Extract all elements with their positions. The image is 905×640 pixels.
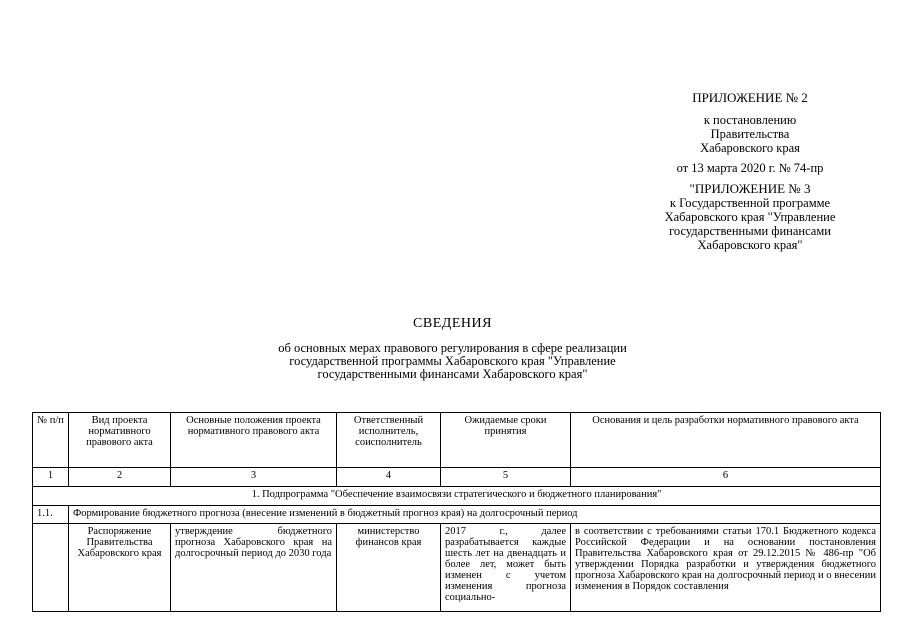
table-row bbox=[33, 524, 881, 612]
header-cell: Основные положения проекта нормативного правового акта bbox=[171, 413, 337, 468]
subsection-number: 1.1. bbox=[33, 506, 69, 524]
header-cell: Ожидаемые сроки принятия bbox=[441, 413, 571, 468]
row-basis bbox=[571, 524, 881, 612]
heading-subtitle-line: государственной программы Хабаровского края "Управление bbox=[289, 354, 616, 368]
row-executor bbox=[337, 524, 441, 612]
table-header-row bbox=[33, 413, 881, 468]
appendix-2-date: от 13 марта 2020 г. № 74-пр bbox=[676, 161, 824, 175]
document-heading bbox=[150, 316, 755, 381]
column-number: 5 bbox=[441, 468, 571, 487]
column-number-row bbox=[33, 468, 881, 487]
appendix-3-line: Хабаровского края" bbox=[697, 238, 803, 252]
heading-subtitle-line: об основных мерах правового регулирования в сфере реализации bbox=[278, 341, 627, 355]
header-cell: № п/п bbox=[33, 413, 69, 468]
row-executor-text: министерство финансов края bbox=[355, 526, 422, 548]
subsection-row bbox=[33, 506, 881, 524]
column-number: 6 bbox=[571, 468, 881, 487]
column-number: 4 bbox=[337, 468, 441, 487]
appendix-2-line: к постановлению bbox=[703, 113, 797, 127]
row-act-type bbox=[69, 524, 171, 612]
row-provisions bbox=[171, 524, 337, 612]
heading-title: СВЕДЕНИЯ bbox=[413, 316, 492, 331]
appendix-3-block bbox=[620, 182, 880, 252]
measures-table bbox=[32, 412, 881, 612]
column-number: 1 bbox=[33, 468, 69, 487]
appendix-2-line: Хабаровского края bbox=[700, 141, 800, 155]
column-number: 2 bbox=[69, 468, 171, 487]
section-row bbox=[33, 487, 881, 506]
header-cell: Вид проекта нормативного правового акта bbox=[69, 413, 171, 468]
header-cell: Ответственный исполнитель, соисполнитель bbox=[337, 413, 441, 468]
column-number: 3 bbox=[171, 468, 337, 487]
row-terms-text: 2017 г., далее разрабатывается каждые шесть лет на двенадцать и более лет, может быть изменен с учетом изменения прогноза социально- bbox=[445, 526, 566, 603]
row-terms bbox=[441, 524, 571, 612]
heading-subtitle-line: государственными финансами Хабаровского края" bbox=[317, 367, 588, 381]
appendix-3-title: "ПРИЛОЖЕНИЕ № 3 bbox=[689, 181, 811, 196]
row-number bbox=[33, 524, 69, 612]
appendix-3-line: государственными финансами bbox=[669, 224, 831, 238]
row-act-type-text: Распоряжение Правительства Хабаровского края bbox=[77, 526, 162, 559]
appendix-3-line: к Государственной программе bbox=[669, 196, 831, 210]
appendix-2-title: ПРИЛОЖЕНИЕ № 2 bbox=[692, 90, 808, 105]
section-title: 1. Подпрограмма "Обеспечение взаимосвязи стратегического и бюджетного планирования" bbox=[33, 487, 881, 506]
row-provisions-text: утверждение бюджетного прогноза Хабаровского края на долгосрочный период до 2030 года bbox=[175, 526, 332, 559]
appendix-2-line: Правительства bbox=[710, 127, 790, 141]
appendix-2-block bbox=[620, 91, 880, 175]
subsection-title: Формирование бюджетного прогноза (внесение изменений в бюджетный прогноз края) на долгосрочный период bbox=[69, 506, 881, 524]
row-basis-text: в соответствии с требованиями статьи 170.1 Бюджетного кодекса Российской Федерации и на основании постановления Правительства Хабаровского края от 29.12.2015 № 486-пр "Об утверждении Порядка разработки и утверждения бюджетного прогноза Хабаровского края на долгосрочный период и о внесении изменения в Порядок составления bbox=[575, 526, 876, 592]
header-cell: Основания и цель разработки нормативного правового акта bbox=[571, 413, 881, 468]
appendix-3-line: Хабаровского края "Управление bbox=[664, 210, 836, 224]
